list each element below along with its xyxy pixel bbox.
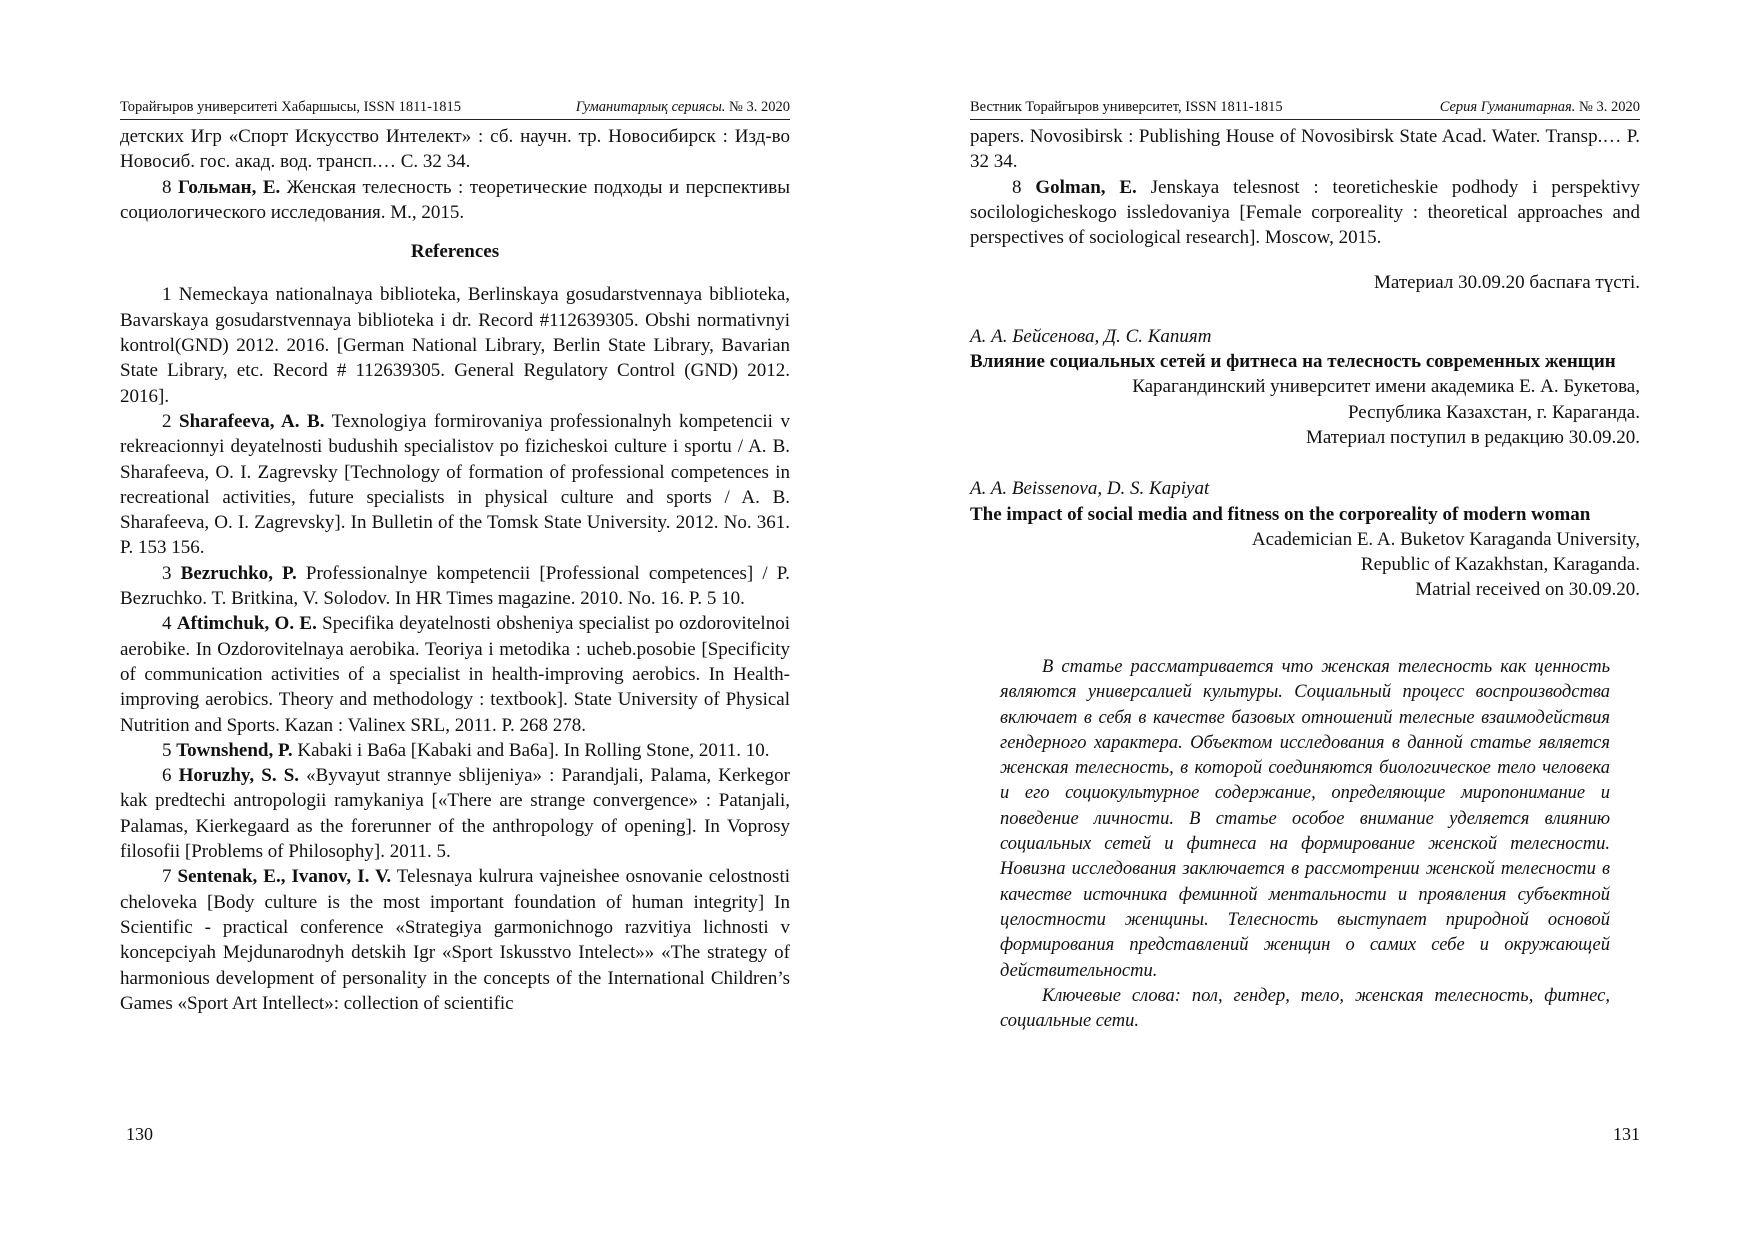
reference-item-1 (120, 282, 790, 408)
ref-number: 3 (162, 562, 181, 584)
en-received-date: Matrial received on 30.09.20. (1415, 579, 1640, 601)
ref-text: Specifika deyatelnosti obsheniya specialist po ozdorovitelnoi aerobike. In Ozdorovitelnaya aerobika. Teoriya i metodika : ucheb.posobie [Specificity of communication activities of a specialist in health-improving aerobics. In Health-improving aerobics. Theory and methodology : textbook]. State University of Physical Nutrition and Sports. Kazan : Valinex SRL, 2011. P. 268 278. (120, 613, 790, 736)
ref-number: 7 (162, 866, 178, 888)
printed-note: Материал 30.09.20 баспаға түсті. (1374, 272, 1640, 294)
ref-author: Horuzhy, S. S. (178, 765, 300, 787)
references-heading: References (410, 241, 500, 263)
right-continuation-text: papers. Novosibirsk : Publishing House of Novosibirsk State Acad. Water. Transp.… P. 32 34. (970, 126, 1640, 173)
right-page-number: 131 (1613, 1124, 1640, 1144)
right-ref-8 (970, 175, 1640, 251)
ref-number: 6 (162, 765, 179, 787)
right-header-series (1440, 99, 1640, 116)
ru-affiliation-line-1: Карагандинский университет имени академика Е. А. Букетова, (1132, 376, 1640, 398)
ru-article-title: Влияние социальных сетей и фитнеса на телесность современных женщин (970, 351, 1616, 373)
ref-number: 4 (162, 613, 177, 635)
ru-affiliation-line-2: Республика Казахстан, г. Караганда. (1347, 401, 1640, 423)
ref-author: Bezruchko, P. (180, 562, 297, 584)
left-continuation-text: детских Игр «Спорт Искусство Интелект» : сб. научн. тр. Новосибирск : Изд-во Новосиб. гос. акад. вод. трансп.… С. 32 34. (120, 126, 790, 173)
left-header-series (576, 99, 790, 116)
left-running-header (120, 92, 790, 120)
abstract-block (1000, 655, 1610, 1034)
ref-number: 5 (162, 739, 177, 761)
ref-text: Kabaki i Ba6a [Kabaki and Ba6a]. In Rolling Stone, 2011. 10. (292, 739, 770, 761)
reference-item-5 (120, 738, 790, 763)
right-header-issue: № 3. 2020 (1575, 99, 1640, 115)
ref-number: 8 (1012, 176, 1036, 198)
left-header-series-name: Гуманитарлық сериясы. (575, 99, 726, 115)
ref-text: Texnologiya formirovaniya professionalnyh kompetencii v rekreacionnyi deyatelnosti budushih specialistov po fizicheskoi culture i sportu / A. B. Sharafeeva, O. I. Zagrevsky [Technology of formation of professional competences in recreational activities, future specialists in physical culture and sports / A. B. Sharafeeva, O. I. Zagrevsky]. In Bulletin of the Tomsk State University. 2012. No. 361. P. 153 156. (120, 410, 791, 559)
en-article-title: The impact of social media and fitness on the corporeality of modern woman (970, 503, 1591, 525)
right-header-journal: Вестник Торайгыров университет, ISSN 1811-1815 (970, 99, 1283, 115)
ru-received-date: Материал поступил в редакцию 30.09.20. (1305, 426, 1640, 448)
ru-authors: А. А. Бейсенова, Д. С. Капият (970, 325, 1212, 347)
ref-text: «Byvayut strannye sblijeniya» : Parandjali, Palama, Kerkegor kak predtechi antropologii ramykaniya [«There are strange convergence» : Patanjali, Palamas, Kierkegaard as the forerunner of the anthropology of opening]. In Voprosy filosofii [Problems of Philosophy]. 2011. 5. (120, 765, 791, 863)
reference-item-6 (120, 763, 790, 864)
right-header-series-name: Серия Гуманитарная. (1439, 99, 1576, 115)
ref-text: Jenskaya telesnost : teoreticheskie podhody i perspektivy socilologicheskogo issledovaniya [Female corporeality : theoretical approaches and perspectives of sociological research]. Moscow, 2015. (970, 176, 1640, 249)
en-affiliation-line-2: Republic of Kazakhstan, Karaganda. (1360, 554, 1640, 576)
ref-author: Townshend, P. (176, 739, 293, 761)
ref-text: Professionalnye kompetencii [Professional competences] / P. Bezruchko. T. Britkina, V. Solodov. In HR Times magazine. 2010. No. 16. P. 5 10. (120, 562, 791, 610)
en-authors: A. A. Beissenova, D. S. Kapiyat (970, 478, 1210, 500)
ref-author: Golman, E. (1035, 176, 1137, 198)
right-running-header (970, 92, 1640, 120)
abstract-text: В статье рассматривается что женская телесность как ценность являются универсалией культуры. Социальный процесс воспроизводства включает в себя в качестве базовых отношений телесные взаимодействия гендерного характера. Объектом исследования в данной статье является женская телесность, в которой соединяются биологическое тело человека и его социокультурное содержание, определяющие миропонимание и поведение личности. В статье особое внимание уделяется влиянию социальных сетей и фитнеса на формирование женской телесности. Новизна исследования заключается в рассмотрении женской телесности в качестве источника феминной ментальности и проявления субъектной целостности женщины. Телесность выступает природной основой формирования представлений женщин о самих себе и окружающей действительности. (1000, 657, 1610, 981)
ref-text: Nemeckaya nationalnaya biblioteka, Berlinskaya gosudarstvennaya biblioteka, Bavarskaya gosudarstvennaya biblioteka i dr. Record #112639305. Obshi normativnyi kontrol(GND) 2012. 2016. [German National Library, Berlin State Library, Bavarian State Library, etc. Record # 112639305. General Regulatory Control (GND) 2012. 2016]. (120, 284, 791, 407)
ref-author: Sentenak, E., Ivanov, I. V. (177, 866, 392, 888)
ref-author: Sharafeeva, A. B. (179, 410, 325, 432)
left-page-body (120, 124, 790, 1016)
left-ref-8 (120, 175, 790, 226)
reference-item-3 (120, 561, 790, 612)
ref-number: 2 (162, 410, 180, 432)
reference-item-2 (120, 409, 790, 561)
left-header-issue: № 3. 2020 (725, 99, 790, 115)
ref-text: Женская телесность : теоретические подходы и перспективы социологического исследования. М., 2015. (120, 176, 791, 223)
keywords-text: Ключевые слова: пол, гендер, тело, женская телесность, фитнес, социальные сети. (1000, 985, 1610, 1032)
left-page-number: 130 (126, 1124, 153, 1144)
right-page-body (970, 124, 1640, 603)
left-page (120, 0, 790, 1241)
spacer (970, 250, 1640, 270)
spacer (970, 296, 1640, 324)
spacer (970, 450, 1640, 476)
ref-number: 1 (162, 284, 179, 306)
ref-text: Telesnaya kulrura vajneishee osnovanie celostnosti cheloveka [Body culture is the most important foundation of human integrity] In Scientific - practical conference «Strategiya garmonichnogo razvitiya lichnosti v koncepciyah Mejdunarodnyh detskih Igr «Sport Iskusstvo Intelect»» «The strategy of harmonious development of personality in the concepts of the International Children’s Games «Sport Art Intellect»: collection of scientific (120, 866, 791, 1014)
ref-author: Aftimchuk, O. E. (176, 613, 317, 635)
en-affiliation-line-1: Academician E. A. Buketov Karaganda University, (1251, 528, 1640, 550)
reference-item-4 (120, 611, 790, 737)
ref-number: 8 (162, 176, 178, 198)
reference-item-7 (120, 864, 790, 1016)
ref-author: Гольман, Е. (177, 176, 281, 198)
left-header-journal: Торайғыров университеті Хабаршысы, ISSN 1811-1815 (120, 99, 461, 115)
right-page (970, 0, 1640, 1241)
